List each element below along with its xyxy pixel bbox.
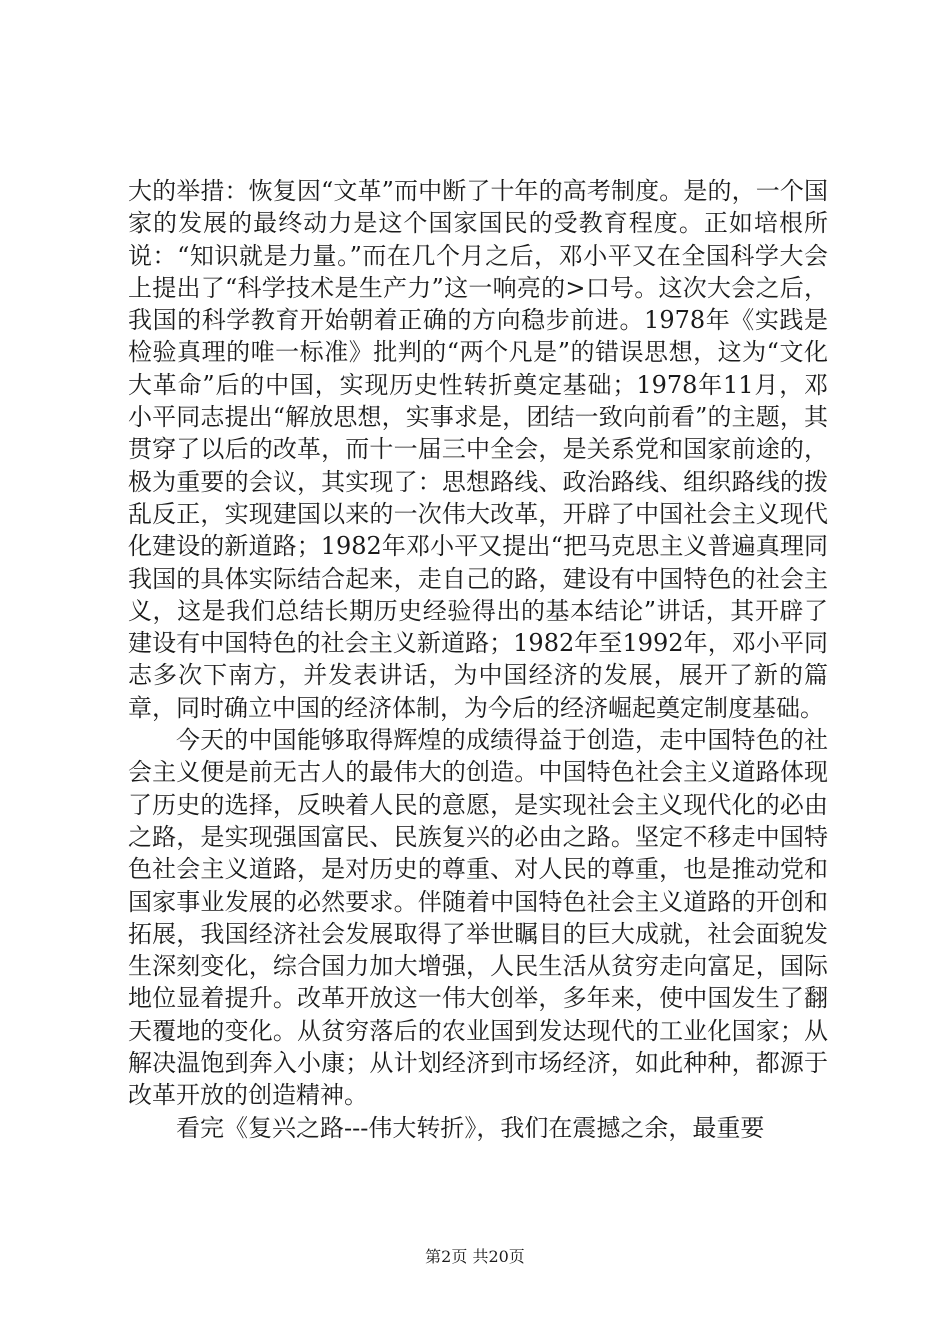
paragraph-continuation: 大的举措：恢复因“文革”而中断了十年的高考制度。是的，一个国家的发展的最终动力是这个国家国民的受教育程度。正如培根所说：“知识就是力量。”而在几个月之后，邓小平又在全国科学大会上提出了“科学技术是生产力”这一响亮的>口号。这次大会之后，我国的科学教育开始朝着正确的方向稳步前进。1978年《实践是检验真理的唯一标准》批判的“两个凡是”的错误思想，这为“文化大革命”后的中国，实现历史性转折奠定基础；1978年11月，邓小平同志提出“解放思想，实事求是，团结一致向前看”的主题，其贯穿了以后的改革，而十一届三中全会，是关系党和国家前途的，极为重要的会议，其实现了：思想路线、政治路线、组织路线的拨乱反正，实现建国以来的一次伟大改革，开辟了中国社会主义现代化建设的新道路；1982年邓小平又提出“把马克思主义普遍真理同我国的具体实际结合起来，走自己的路，建设有中国特色的社会主义，这是我们总结长期历史经验得出的基本结论”讲话，其开辟了建设有中国特色的社会主义新道路；1982年至1992年，邓小平同志多次下南方，并发表讲话，为中国经济的发展，展开了新的篇章，同时确立中国的经济体制，为今后的经济崛起奠定制度基础。 [128,177,828,722]
document-body [128,175,828,1144]
page-footer [0,1244,950,1267]
paragraph-conclusion-start: 看完《复兴之路---伟大转折》，我们在震撼之余，最重要 [176,1113,765,1142]
paragraph-creation: 今天的中国能够取得辉煌的成绩得益于创造，走中国特色的社会主义便是前无古人的最伟大的创造。中国特色社会主义道路体现了历史的选择，反映着人民的意愿，是实现社会主义现代化的必由之路，是实现强国富民、民族复兴的必由之路。坚定不移走中国特色社会主义道路，是对历史的尊重、对人民的尊重，也是推动党和国家事业发展的必然要求。伴随着中国特色社会主义道路的开创和拓展，我国经济社会发展取得了举世瞩目的巨大成就，社会面貌发生深刻变化，综合国力加大增强，人民生活从贫穷走向富足，国际地位显着提升。改革开放这一伟大创举，多年来，使中国发生了翻天覆地的变化。从贫穷落后的农业国到发达现代的工业化国家；从解决温饱到奔入小康；从计划经济到市场经济，如此种种，都源于改革开放的创造精神。 [128,726,828,1110]
page-number-label: 第2页 共20页 [425,1247,525,1266]
